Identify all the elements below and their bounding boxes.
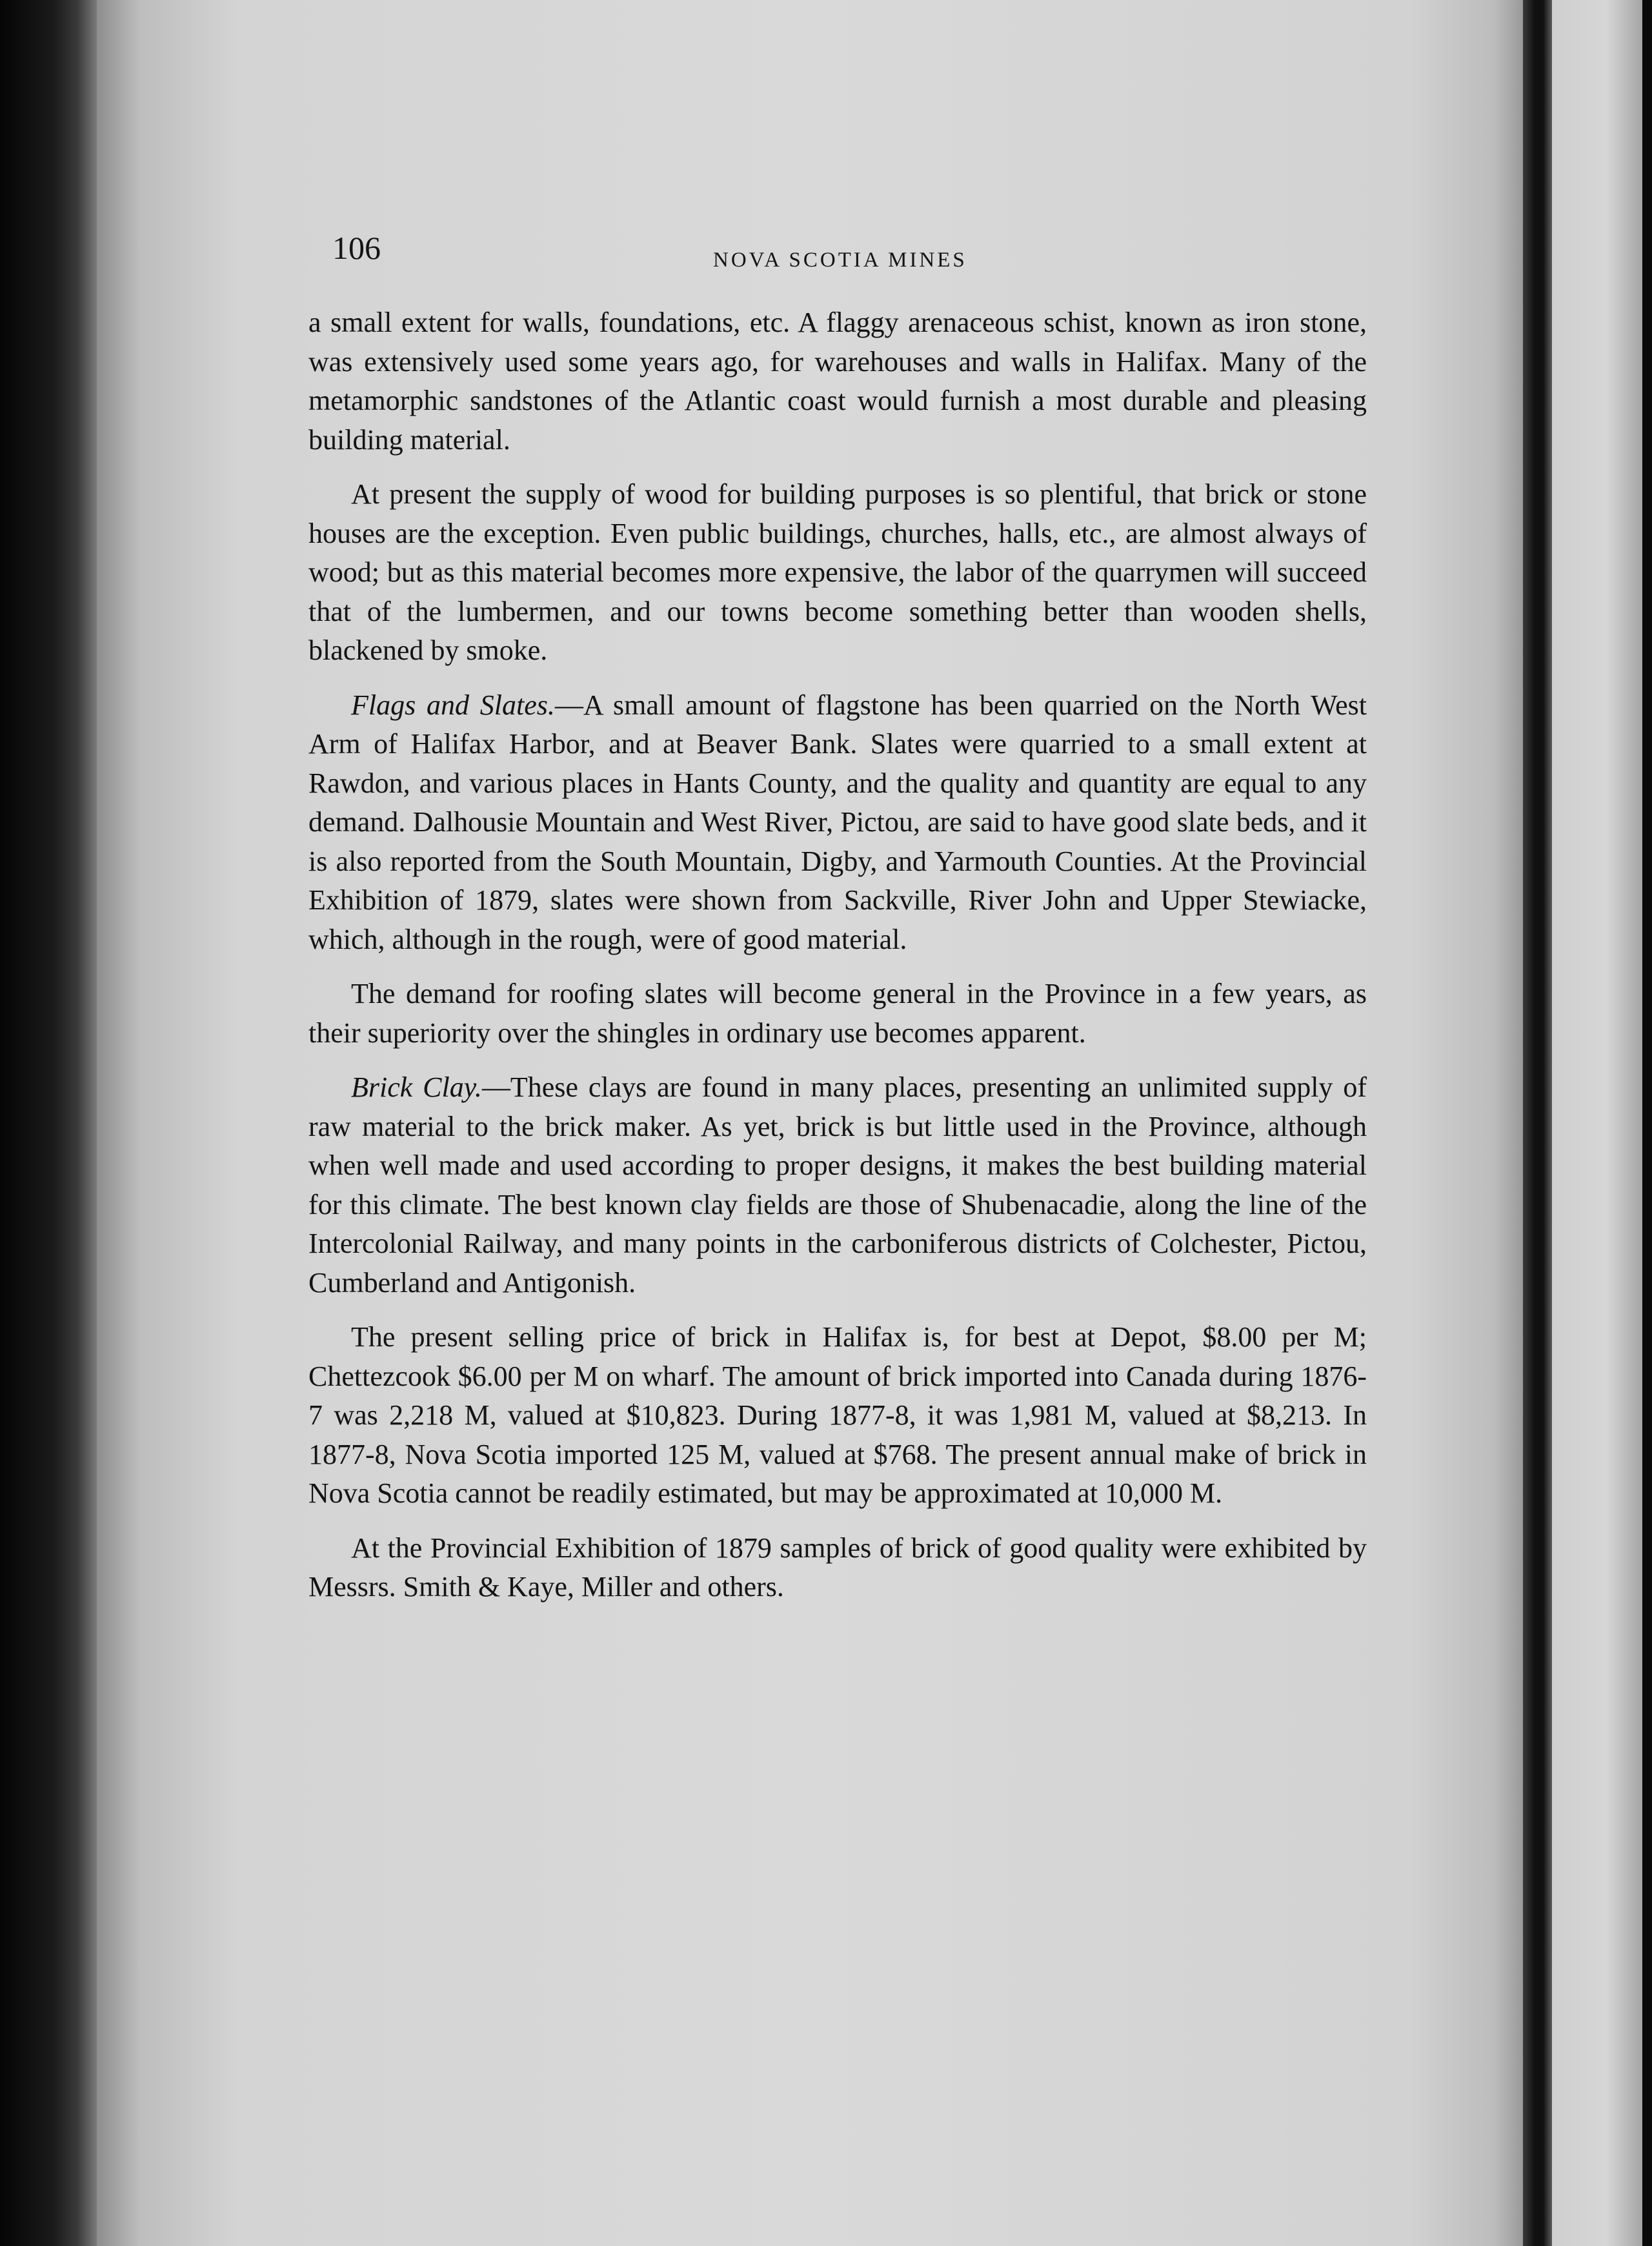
adjacent-page-edge — [1552, 0, 1642, 2246]
page-header — [332, 229, 1352, 274]
paragraph — [308, 475, 1367, 671]
paragraph — [308, 1529, 1367, 1607]
paragraph-text: The demand for roofing slates will become general in the Province in a few years, as their superiority over the shingles in ordinary use becomes apparent. — [308, 978, 1367, 1049]
section-heading: Brick Clay. — [351, 1071, 482, 1103]
section-heading: Flags and Slates. — [351, 689, 555, 721]
paragraph — [308, 975, 1367, 1053]
paragraph — [308, 1318, 1367, 1513]
paragraph-text: At the Provincial Exhibition of 1879 samples of brick of good quality were exhibited by Messrs. Smith & Kaye, Miller and others. — [308, 1532, 1367, 1603]
paragraph-brick-clay — [308, 1068, 1367, 1302]
paragraph-text: —These clays are found in many places, presenting an unlimited supply of raw material to the brick maker. As yet, brick is but little used in the Province, although when well made and used according to proper designs, it makes the best building material for this climate. The best known clay fields are those of Shubenacadie, along the line of the Intercolonial Railway, and many points in the carboniferous districts of Colchester, Pictou, Cumberland and Antigonish. — [308, 1071, 1367, 1299]
binding-shadow — [0, 0, 97, 2246]
page-gutter — [1523, 0, 1552, 2246]
paragraph — [308, 303, 1367, 460]
paragraph-text: At present the supply of wood for building purposes is so plentiful, that brick or stone houses are the exception. Even public buildings, churches, halls, etc., are almost always of wood; but as this material becomes more expensive, the labor of the quarrymen will succeed that of the lumbermen, and our towns become something better than wooden shells, blackened by smoke. — [308, 478, 1367, 666]
paragraph-flags-and-slates — [308, 686, 1367, 960]
running-head: NOVA SCOTIA MINES — [713, 248, 967, 272]
body-text — [308, 303, 1367, 1607]
scan-border — [1642, 0, 1652, 2246]
paragraph-text: a small extent for walls, foundations, etc. A flaggy arenaceous schist, known as iron stone, was extensively used some years ago, for warehouses and walls in Halifax. Many of the metamorphic sandstones of the Atlantic coast would furnish a most durable and pleasing building material. — [308, 307, 1367, 456]
paragraph-text: The present selling price of brick in Halifax is, for best at Depot, $8.00 per M; Chettezcook $6.00 per M on wharf. The amount of brick imported into Canada during 1876-7 was 2,218 M, valued at $10,823. During 1877-8, it was 1,981 M, valued at $8,213. In 1877-8, Nova Scotia imported 125 M, valued at $768. The present annual make of brick in Nova Scotia cannot be readily estimated, but may be approximated at 10,000 M. — [308, 1321, 1367, 1509]
paragraph-text: —A small amount of flagstone has been quarried on the North West Arm of Halifax Harbor, and at Beaver Bank. Slates were quarried to a small extent at Rawdon, and various places in Hants County, and the quality and quantity are equal to any demand. Dalhousie Mountain and West River, Pictou, are said to have good slate beds, and it is also reported from the South Mountain, Digby, and Yarmouth Counties. At the Provincial Exhibition of 1879, slates were shown from Sackville, River John and Upper Stewiacke, which, although in the rough, were of good material. — [308, 689, 1367, 955]
page-number: 106 — [332, 230, 381, 266]
